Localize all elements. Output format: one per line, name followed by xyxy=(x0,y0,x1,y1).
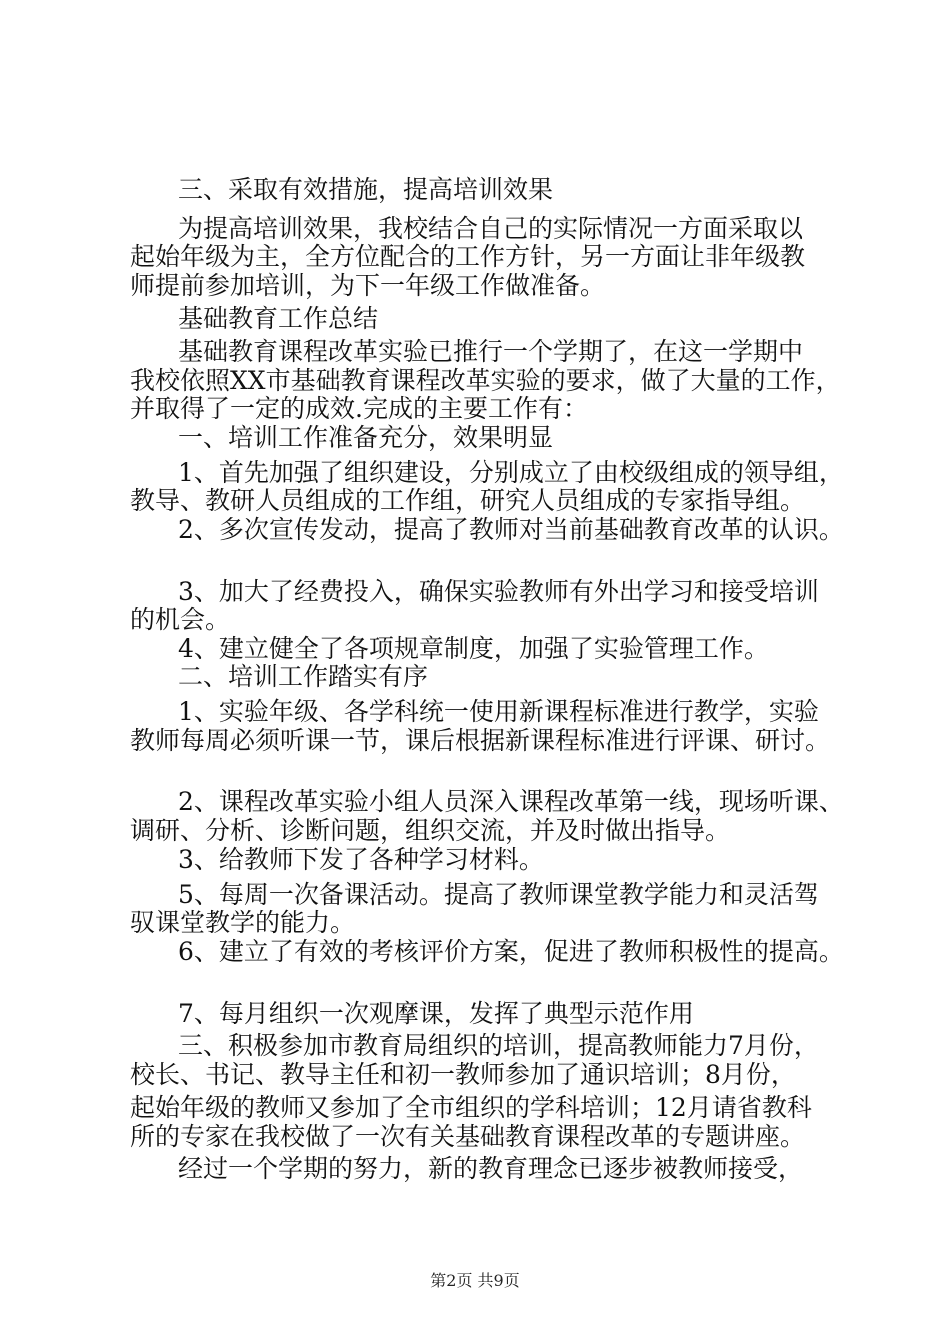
text-line: 的机会。 xyxy=(130,605,231,634)
text-line: 我校依照XX市基础教育课程改革实验的要求，做了大量的工作， xyxy=(130,366,841,395)
text-line: 3、加大了经费投入，确保实验教师有外出学习和接受培训 xyxy=(178,577,819,606)
text-line: 所的专家在我校做了一次有关基础教育课程改革的专题讲座。 xyxy=(130,1122,806,1151)
text-line: 驭课堂教学的能力。 xyxy=(130,908,356,937)
text-line: 6、建立了有效的考核评价方案，促进了教师积极性的提高。 xyxy=(178,937,844,966)
text-line: 2、课程改革实验小组人员深入课程改革第一线，现场听课、 xyxy=(178,787,844,816)
text-line: 教导、教研人员组成的工作组，研究人员组成的专家指导组。 xyxy=(130,486,806,515)
text-line: 1、首先加强了组织建设，分别成立了由校级组成的领导组， xyxy=(178,458,844,487)
text-line: 师提前参加培训，为下一年级工作做准备。 xyxy=(130,271,606,300)
text-line: 基础教育课程改革实验已推行一个学期了，在这一学期中 xyxy=(178,337,804,366)
text-line: 7、每月组织一次观摩课，发挥了典型示范作用 xyxy=(178,999,694,1028)
text-line: 三、积极参加市教育局组织的培训，提高教师能力7月份， xyxy=(178,1031,819,1060)
text-line: 二、培训工作踏实有序 xyxy=(178,662,429,691)
text-line: 1、实验年级、各学科统一使用新课程标准进行教学，实验 xyxy=(178,697,819,726)
text-line: 起始年级为主，全方位配合的工作方针，另一方面让非年级教 xyxy=(130,242,806,271)
text-line: 5、每周一次备课活动。提高了教师课堂教学能力和灵活驾 xyxy=(178,880,819,909)
text-line: 为提高培训效果，我校结合自己的实际情况一方面采取以 xyxy=(178,214,804,243)
text-line: 3、给教师下发了各种学习材料。 xyxy=(178,845,544,874)
text-line: 经过一个学期的努力，新的教育理念已逐步被教师接受， xyxy=(178,1154,804,1183)
text-line: 三、采取有效措施，提高培训效果 xyxy=(178,175,554,204)
text-line: 4、建立健全了各项规章制度，加强了实验管理工作。 xyxy=(178,634,769,663)
text-line: 校长、书记、教导主任和初一教师参加了通识培训；8月份， xyxy=(130,1060,796,1089)
page-footer: 第2页 共9页 xyxy=(430,1271,520,1290)
text-line: 教师每周必须听课一节，课后根据新课程标准进行评课、研讨。 xyxy=(130,726,831,755)
text-line: 基础教育工作总结 xyxy=(178,304,379,333)
text-line: 一、培训工作准备充分，效果明显 xyxy=(178,423,554,452)
text-line: 2、多次宣传发动，提高了教师对当前基础教育改革的认识。 xyxy=(178,515,844,544)
text-line: 起始年级的教师又参加了全市组织的学科培训；12月请省教科 xyxy=(130,1093,812,1122)
text-line: 并取得了一定的成效.完成的主要工作有： xyxy=(130,394,588,423)
text-line: 调研、分析、诊断问题，组织交流，并及时做出指导。 xyxy=(130,816,731,845)
